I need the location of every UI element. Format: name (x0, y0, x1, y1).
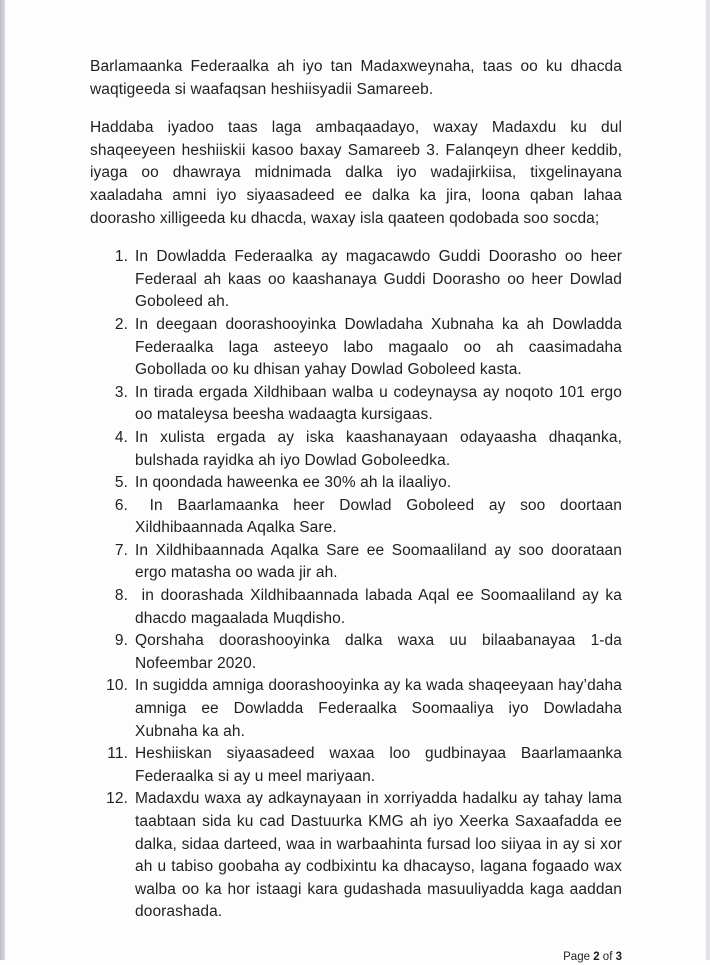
list-item (90, 495, 622, 540)
list-item-text: In deegaan doorashooyinka Dowladaha Xubnaha ka ah Dowladda Federaalka laga asteeyo labo magaalo oo ah caasimadaha Gobollada oo ku dhisan yahay Dowlad Goboleed kasta. (135, 315, 622, 379)
list-item-text: Heshiiskan siyaasadeed waxaa loo gudbinayaa Baarlamaanka Federaalka si ay u meel mariyaan. (135, 745, 622, 785)
list-item-number: 2. (114, 315, 128, 333)
list-item (90, 788, 622, 924)
list-item (90, 743, 622, 788)
list-item-number: 9. (114, 632, 128, 650)
list-item-number: 8. (114, 587, 128, 605)
footer-page-number: 2 (593, 950, 600, 963)
footer-page-word: Page (563, 950, 590, 963)
paragraph-1: Barlamaanka Federaalka ah iyo tan Madaxweynaha, taas oo ku dhacda waqtigeeda si waafaqsan heshiisyadii Samareeb. (90, 58, 622, 98)
list-item-text: In sugidda amniga doorashooyinka ay ka wada shaqeeyaan hay’daha amniga ee Dowladda Federaalka Soomaaliya iyo Dowladaha Xubnaha ka ah. (135, 677, 622, 740)
list-item-number: 4. (114, 428, 128, 446)
list-item-text: In qoondada haweenka ee 30% ah la ilaaliyo. (135, 474, 452, 492)
list-item-text: In Baarlamaanka heer Dowlad Goboleed ay soo doortaan Xildhibaannada Aqalka Sare. (135, 496, 622, 537)
list-item (90, 382, 622, 427)
numbered-list (90, 246, 622, 924)
list-item-number: 6. (114, 496, 128, 514)
footer-total-pages: 3 (615, 950, 622, 963)
list-item-text: Madaxdu waxa ay adkaynayaan in xorriyadda hadalku ay tahay lama taabtaan sida ku cad Dastuurka KMG ah iyo Xeerka Saxaafadda ee dalka, sidaa darteed, waa in warbaahinta fursad loo siiyaa in ay si xor ah u tabiso goobaha ay codbixintu ka dhacayso, lagana fogaado wax walba oo ka hor istaagi kara gudashada masuuliyadda kaga aaddan doorashada. (135, 790, 622, 921)
list-item-number: 10. (106, 677, 128, 695)
list-item (90, 472, 622, 495)
list-item-number: 11. (107, 745, 128, 763)
list-item (90, 427, 622, 472)
paragraph-2: Haddaba iyadoo taas laga ambaqaadayo, waxay Madaxdu ku dul shaqeeyeen heshiiskii kasoo baxay Samareeb 3. Falanqeyn dheer keddib, iyaga oo dhawraya midnimada dalka iyo wadajirkiisa, tixgelinayana xaaladaha amni iyo siyaasadeed ee dalka ka jira, loona qaban lahaa doorasho xilligeeda ku dhacda, waxay isla qaateen qodobada soo socda; (90, 119, 622, 227)
list-item-number: 1. (114, 248, 128, 266)
list-item-text: In Dowladda Federaalka ay magacawdo Guddi Doorasho oo heer Federaal ah kaas oo kaashanaya Guddi Doorasho oo heer Dowlad Goboleed ah. (135, 248, 622, 311)
list-item (90, 630, 622, 675)
list-item (90, 585, 622, 630)
list-item (90, 675, 622, 743)
footer-of-word: of (602, 950, 613, 963)
page-footer (90, 950, 622, 965)
list-item-number: 7. (114, 541, 128, 559)
list-item-text: In Xildhibaannada Aqalka Sare ee Soomaaliland ay soo doorataan ergo matasha oo wada jir ah. (135, 541, 622, 582)
list-item-text: In xulista ergada ay iska kaashanayaan odayaasha dhaqanka, bulshada rayidka ah iyo Dowlad Goboleedka. (135, 428, 622, 469)
list-item-text: Qorshaha doorashooyinka dalka waxa uu bilaabanayaa 1-da Nofeembar 2020. (135, 632, 622, 672)
list-item-number: 5. (114, 474, 128, 492)
list-item-text: In tirada ergada Xildhibaan walba u codeynaysa ay noqoto 101 ergo oo mataleysa beesha wadaagta kursigaas. (135, 383, 622, 424)
list-item-number: 12. (106, 790, 128, 808)
list-item (90, 314, 622, 382)
list-item-text: in doorashada Xildhibaannada labada Aqal ee Soomaaliland ay ka dhacdo magaalada Muqdisho. (135, 587, 622, 627)
list-item (90, 540, 622, 585)
list-item-number: 3. (114, 383, 128, 401)
list-item (90, 246, 622, 314)
